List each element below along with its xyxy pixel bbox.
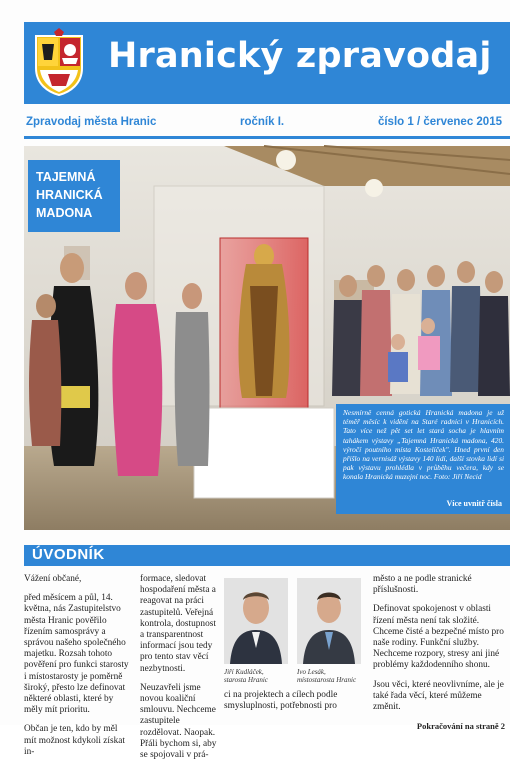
deputy-mayor-caption xyxy=(297,668,356,684)
issue-info-bar xyxy=(24,116,510,134)
mayor-caption xyxy=(224,668,268,684)
paragraph: před měsícem a půl, 14. května, nás Zastupitelstvo města Hranic pověřilo řízením samosprávy a správou našeho společného majetku. Rozsah tohoto pověření pro funkci starosty i místostarosty je poměrně široký, přesto lze definovat některé oblasti, které by měly mít prioritu. xyxy=(24,593,129,716)
person-name: Jiří Kudláček, xyxy=(224,668,264,676)
paragraph: Jsou věci, které neovlivníme, ale je také řada věcí, které můžeme změnit. xyxy=(373,679,504,713)
paragraph: ci na projektech a cílech podle smysluplnosti, potřebnosti pro xyxy=(224,690,338,712)
continued-on-page-link: Pokračování na straně 2 xyxy=(416,721,505,732)
person-role: starosta Hranic xyxy=(224,676,268,684)
masthead xyxy=(24,22,510,104)
paragraph: Definovat spokojenost v oblasti řízení města není tak složité. Chceme čisté a bezpečné místo pro naše rodiny. Funkční služby. Nechceme rozpory, stresy ani jiné problémy každodenního shonu. xyxy=(373,604,504,671)
photo-caption xyxy=(336,404,510,514)
publication-subtitle: Zpravodaj města Hranic xyxy=(26,116,157,128)
issue-number: číslo 1 / červenec 2015 xyxy=(377,116,502,128)
paragraph: formace, sledovat hospodaření města a reagovat na práci zastupitelů. Veřejná kontrola, dostupnost a transparentnost informací jsou tedy pro tento stav věcí nezbytnosti. xyxy=(140,574,216,674)
paragraph: město a ne podle stranické příslušnosti. xyxy=(373,574,472,596)
feature-headline-line: MADONA xyxy=(36,206,93,220)
deputy-mayor-portrait xyxy=(297,578,361,664)
editorial-column-1 xyxy=(24,574,130,766)
newsletter-title: Hranický zpravodaj xyxy=(108,36,492,76)
person-name: Ivo Lesák, xyxy=(297,668,326,676)
editorial-column-2 xyxy=(140,574,218,769)
mayor-portrait xyxy=(224,578,288,664)
feature-headline xyxy=(28,160,120,232)
editorial-heading: ÚVODNÍK xyxy=(32,546,105,563)
editorial-column-4 xyxy=(373,574,505,732)
city-coat-of-arms-icon xyxy=(32,30,86,96)
person-role: místostarosta Hranic xyxy=(297,676,357,684)
paragraph: Neuzavřeli jsme novou koaliční smlouvu. Nechceme zastupitele rozdělovat. Naopak. Přáli bychom si, aby se spojovali v prá- xyxy=(140,682,217,761)
header-divider xyxy=(24,136,510,139)
feature-headline-line: TAJEMNÁ xyxy=(36,170,96,184)
more-inside-link: Více uvnitř čísla xyxy=(446,499,502,508)
editorial-heading-bar xyxy=(24,545,510,566)
feature-headline-line: HRANICKÁ xyxy=(36,188,103,202)
paragraph: Vážení občané, xyxy=(24,574,82,584)
paragraph: Občan je ten, kdo by měl mít možnost kdykoli získat in- xyxy=(24,724,125,757)
caption-text: Nesmírně cenná gotická Hranická madona je už téměř měsíc k vidění na Staré radnici v Hranicích. Tato více než pět set let stará socha je hlavním tahákem výstavy „Tajemná Hranická madona, 420. výročí poutního místa Kostelíček". Hned první den přišlo na vernisáž výstavy 140 lidí, další stovka lidí si pak výstavu prohlédla v průběhu večera, kdy se konala Hranická muzejní noc. Foto: Jiří Necid xyxy=(343,408,504,482)
volume-label: ročník I. xyxy=(240,116,285,128)
editorial-column-3 xyxy=(224,690,364,720)
